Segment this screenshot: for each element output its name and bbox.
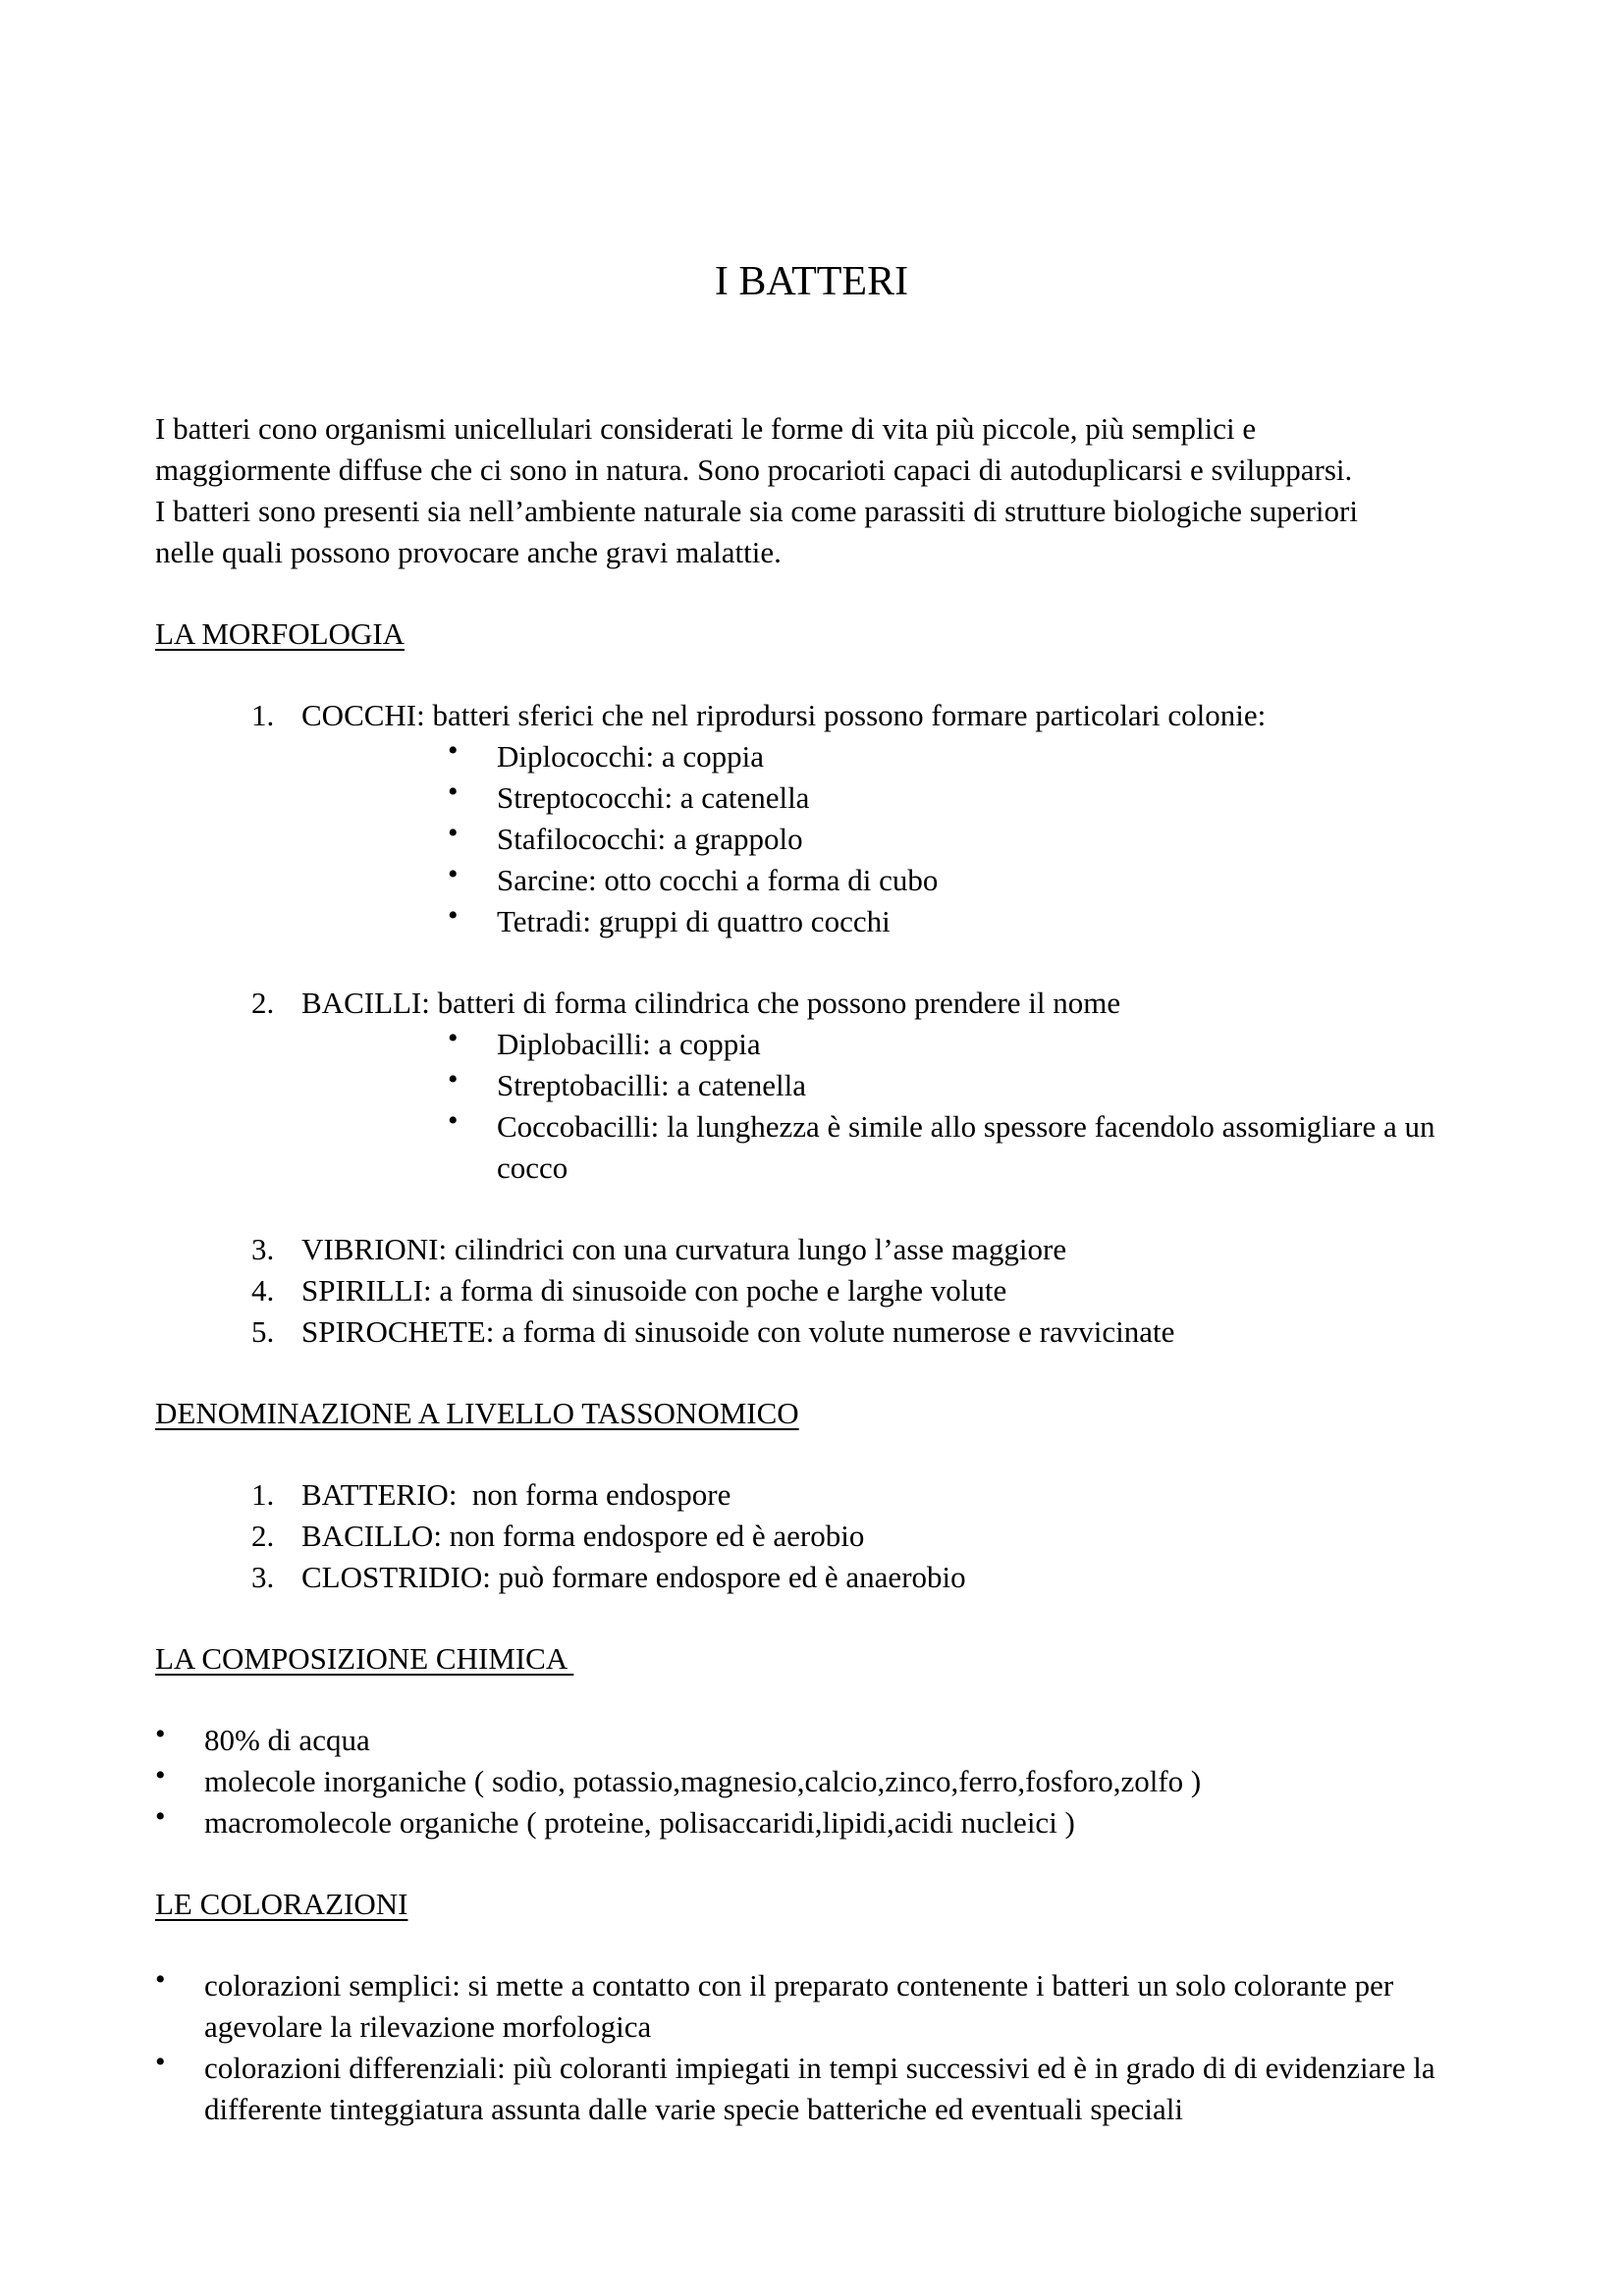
item-text: CLOSTRIDIO: può formare endospore ed è anaerobio [301,1560,966,1594]
bullet-icon: • [448,817,459,849]
bullet-icon: • [448,734,459,767]
intro-line: I batteri cono organismi unicellulari considerati le forme di vita più piccole, più semplici e [155,411,1257,446]
list-item [155,1229,1476,1270]
sub-item: • Diplobacilli: a coppia [155,1024,1476,1065]
colorazioni-list [155,1965,1476,2130]
list-item [155,695,1476,983]
item-text: BACILLI: batteri di forma cilindrica che possono prendere il nome [301,986,1121,1020]
list-item [155,1474,1476,1516]
item-number: 3. [251,1232,275,1266]
sub-item: • Streptobacilli: a catenella [155,1065,1476,1106]
intro-line: nelle quali possono provocare anche gravi malattie. [155,535,782,569]
sub-item: • Stafilococchi: a grappolo [155,819,1476,860]
list-item [155,1270,1476,1311]
sub-item: • Streptococchi: a catenella [155,777,1476,819]
item-text: SPIROCHETE: a forma di sinusoide con volute numerose e ravvicinate [301,1314,1175,1349]
section-heading-composizione: LA COMPOSIZIONE CHIMICA [155,1641,574,1676]
bacilli-sublist [301,1024,1476,1189]
bullet-icon: • [155,2046,166,2078]
page-title: I BATTERI [714,259,909,304]
item-number: 5. [251,1314,275,1349]
item-text: SPIRILLI: a forma di sinusoide con poche e larghe volute [301,1273,1007,1308]
list-item [155,1557,1476,1598]
list-item: • colorazioni differenziali: più coloranti impiegati in tempi successivi ed è in grado di di evidenziare la differente tinteggiatura assunta dalle varie specie batteriche ed eventuali speciali [155,2048,1476,2130]
list-item [155,1311,1476,1353]
sub-item: • Coccobacilli: la lunghezza è simile allo spessore facendolo assomigliare a un cocco [155,1106,1476,1189]
sub-item: • Sarcine: otto cocchi a forma di cubo [155,860,1476,901]
bullet-icon: • [155,1800,166,1833]
item-text: BATTERIO: non forma endospore [301,1477,731,1512]
bullet-icon: • [155,1718,166,1750]
item-number: 1. [251,698,275,732]
item-text: VIBRIONI: cilindrici con una curvatura lungo l’asse maggiore [301,1232,1067,1266]
list-item: • macromolecole organiche ( proteine, polisaccaridi,lipidi,acidi nucleici ) [155,1802,1476,1843]
tassonomia-list [155,1474,1476,1598]
bullet-icon: • [448,858,459,890]
composizione-list [155,1720,1476,1843]
section-heading-colorazioni: LE COLORAZIONI [155,1887,408,1921]
bullet-icon: • [448,775,459,808]
intro-line: I batteri sono presenti sia nell’ambiente naturale sia come parassiti di strutture biologiche superiori [155,494,1358,528]
list-item: • 80% di acqua [155,1720,1476,1761]
bullet-icon: • [448,1022,459,1054]
document-body [155,408,1476,2130]
bullet-icon: • [448,899,459,932]
intro-paragraph [155,408,1476,573]
intro-line: maggiormente diffuse che ci sono in natura. Sono procarioti capaci di autoduplicarsi e svilupparsi. [155,453,1353,487]
bullet-icon: • [448,1063,459,1095]
item-text: BACILLO: non forma endospore ed è aerobio [301,1519,865,1553]
item-number: 2. [251,1519,275,1553]
bullet-icon: • [155,1759,166,1791]
list-item [155,983,1476,1229]
sub-item: • Tetradi: gruppi di quattro cocchi [155,901,1476,942]
section-heading-tassonomia: DENOMINAZIONE A LIVELLO TASSONOMICO [155,1396,799,1430]
section-heading-morfologia: LA MORFOLOGIA [155,616,406,651]
list-item: • molecole inorganiche ( sodio, potassio,magnesio,calcio,zinco,ferro,fosforo,zolfo ) [155,1761,1476,1802]
item-number: 2. [251,986,275,1020]
item-text: COCCHI: batteri sferici che nel riprodursi possono formare particolari colonie: [301,698,1267,732]
item-number: 4. [251,1273,275,1308]
bullet-icon: • [448,1104,459,1137]
bullet-icon: • [155,1963,166,1996]
cocchi-sublist [301,736,1476,942]
item-number: 1. [251,1477,275,1512]
item-number: 3. [251,1560,275,1594]
sub-item: • Diplococchi: a coppia [155,736,1476,777]
morfologia-list [155,695,1476,1353]
list-item: • colorazioni semplici: si mette a contatto con il preparato contenente i batteri un solo colorante per agevolare la rilevazione morfologica [155,1965,1476,2048]
list-item [155,1516,1476,1557]
